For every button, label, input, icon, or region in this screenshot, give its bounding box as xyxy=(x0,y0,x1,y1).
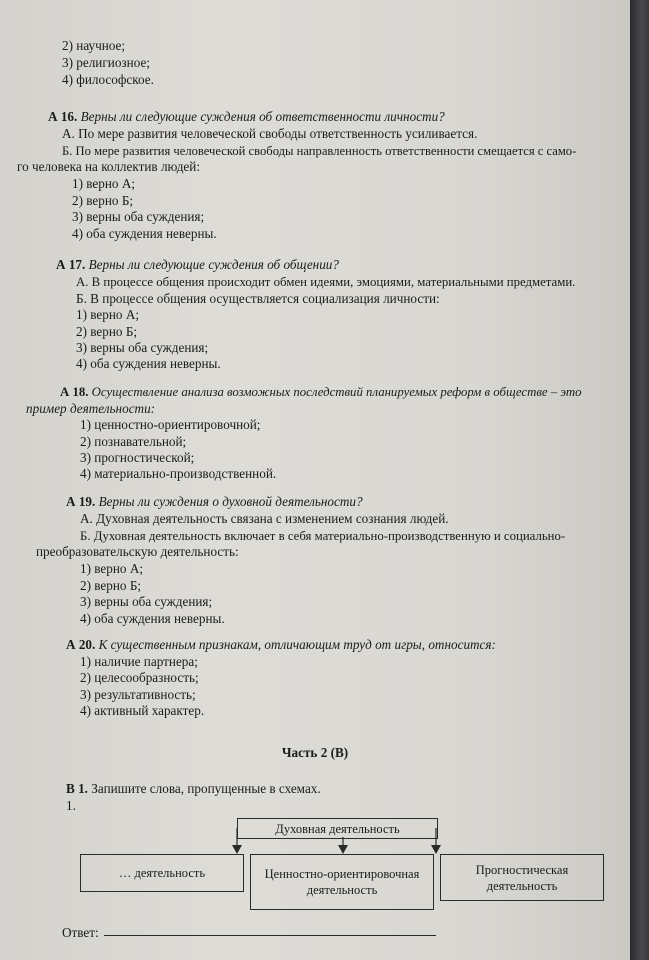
answer-line xyxy=(104,935,436,936)
question-text-cont: пример деятельности: xyxy=(26,401,156,416)
question-text: К существенным признакам, отличающим труд от игры, относится: xyxy=(98,637,496,652)
scheme-number: 1. xyxy=(66,798,76,813)
diagram-top-label: Духовная деятельность xyxy=(275,821,400,836)
option-line: 2) верно Б; xyxy=(80,578,142,593)
task-number: В 1. xyxy=(66,781,88,796)
option-line: 3) верны оба суждения; xyxy=(80,594,213,609)
option-line: 3) прогностической; xyxy=(80,450,195,465)
diagram-middle-box xyxy=(250,854,434,910)
diagram-right-label-1: Прогностическая xyxy=(475,862,569,877)
option-line: 3) религиозное; xyxy=(62,55,150,70)
option-line: 2) научное; xyxy=(62,38,126,53)
diagram-left-label: … деятельность xyxy=(118,866,206,880)
option-line: 4) материально-производственной. xyxy=(80,466,277,481)
option-line: 2) целесообразность; xyxy=(80,670,199,685)
statement-b-cont: преобразовательскую деятельность: xyxy=(36,544,239,559)
statement-b: Б. Духовная деятельность включает в себя материально-производственную и социально- xyxy=(80,529,566,543)
option-line: 1) верно А; xyxy=(80,561,144,576)
question-text: Осуществление анализа возможных последствий планируемых реформ в обществе – это xyxy=(91,385,582,399)
question-number: А 18. xyxy=(60,385,89,399)
part-heading: Часть 2 (В) xyxy=(281,745,349,760)
diagram-top-box xyxy=(237,818,438,839)
option-line: 2) верно Б; xyxy=(72,193,134,208)
statement-a: А. По мере развития человеческой свободы ответственность усиливается. xyxy=(62,126,478,141)
question-number: А 19. xyxy=(66,494,96,509)
question-number: А 16. xyxy=(48,109,78,124)
statement-a: А. В процессе общения происходит обмен идеями, эмоциями, материальными предметами. xyxy=(76,275,576,289)
option-line: 2) познавательной; xyxy=(80,434,187,449)
option-line: 4) оба суждения неверны. xyxy=(72,226,217,241)
option-line: 1) ценностно-ориентировочной; xyxy=(80,417,261,432)
statement-b: Б. В процессе общения осуществляется социализация личности: xyxy=(76,291,440,306)
task-b1 xyxy=(66,781,321,797)
task-text: Запишите слова, пропущенные в схемах. xyxy=(91,781,321,796)
option-line: 1) верно А; xyxy=(76,307,140,322)
question-a18 xyxy=(60,384,582,400)
question-a19 xyxy=(66,494,363,510)
question-text: Верны ли следующие суждения об общении? xyxy=(88,257,339,272)
question-number: А 17. xyxy=(56,257,86,272)
option-line: 3) верны оба суждения; xyxy=(76,340,209,355)
diagram-left-box xyxy=(80,854,244,892)
question-text: Верны ли следующие суждения об ответственности личности? xyxy=(80,109,445,124)
diagram-middle-label-1: Ценностно-ориентировочная xyxy=(264,867,420,881)
question-a20 xyxy=(66,637,496,653)
option-line: 3) результативность; xyxy=(80,687,196,702)
diagram-right-box xyxy=(440,854,604,901)
question-a17 xyxy=(56,257,339,273)
option-line: 4) оба суждения неверны. xyxy=(80,611,225,626)
statement-b: Б. По мере развития человеческой свободы направленность ответственности смещается с само- xyxy=(62,144,577,158)
option-line: 4) активный характер. xyxy=(80,703,205,718)
option-line: 4) философское. xyxy=(62,72,154,87)
arrowhead-left xyxy=(232,845,242,854)
diagram-middle-label-2: деятельность xyxy=(306,883,378,897)
option-line: 3) верны оба суждения; xyxy=(72,209,205,224)
option-line: 1) наличие партнера; xyxy=(80,654,198,669)
arrowhead-right xyxy=(431,845,441,854)
diagram-right-label-2: деятельность xyxy=(486,878,558,893)
option-line: 1) верно А; xyxy=(72,176,136,191)
page-edge-shadow xyxy=(630,0,649,960)
question-number: А 20. xyxy=(66,637,96,652)
question-a16 xyxy=(48,109,445,125)
option-line: 4) оба суждения неверны. xyxy=(76,356,221,371)
question-text: Верны ли суждения о духовной деятельности? xyxy=(98,494,363,509)
answer-label: Ответ: xyxy=(62,925,99,940)
statement-a: А. Духовная деятельность связана с изменением сознания людей. xyxy=(80,511,449,526)
arrowhead-middle xyxy=(338,845,348,854)
option-line: 2) верно Б; xyxy=(76,324,138,339)
statement-b-cont: го человека на коллектив людей: xyxy=(17,159,200,174)
